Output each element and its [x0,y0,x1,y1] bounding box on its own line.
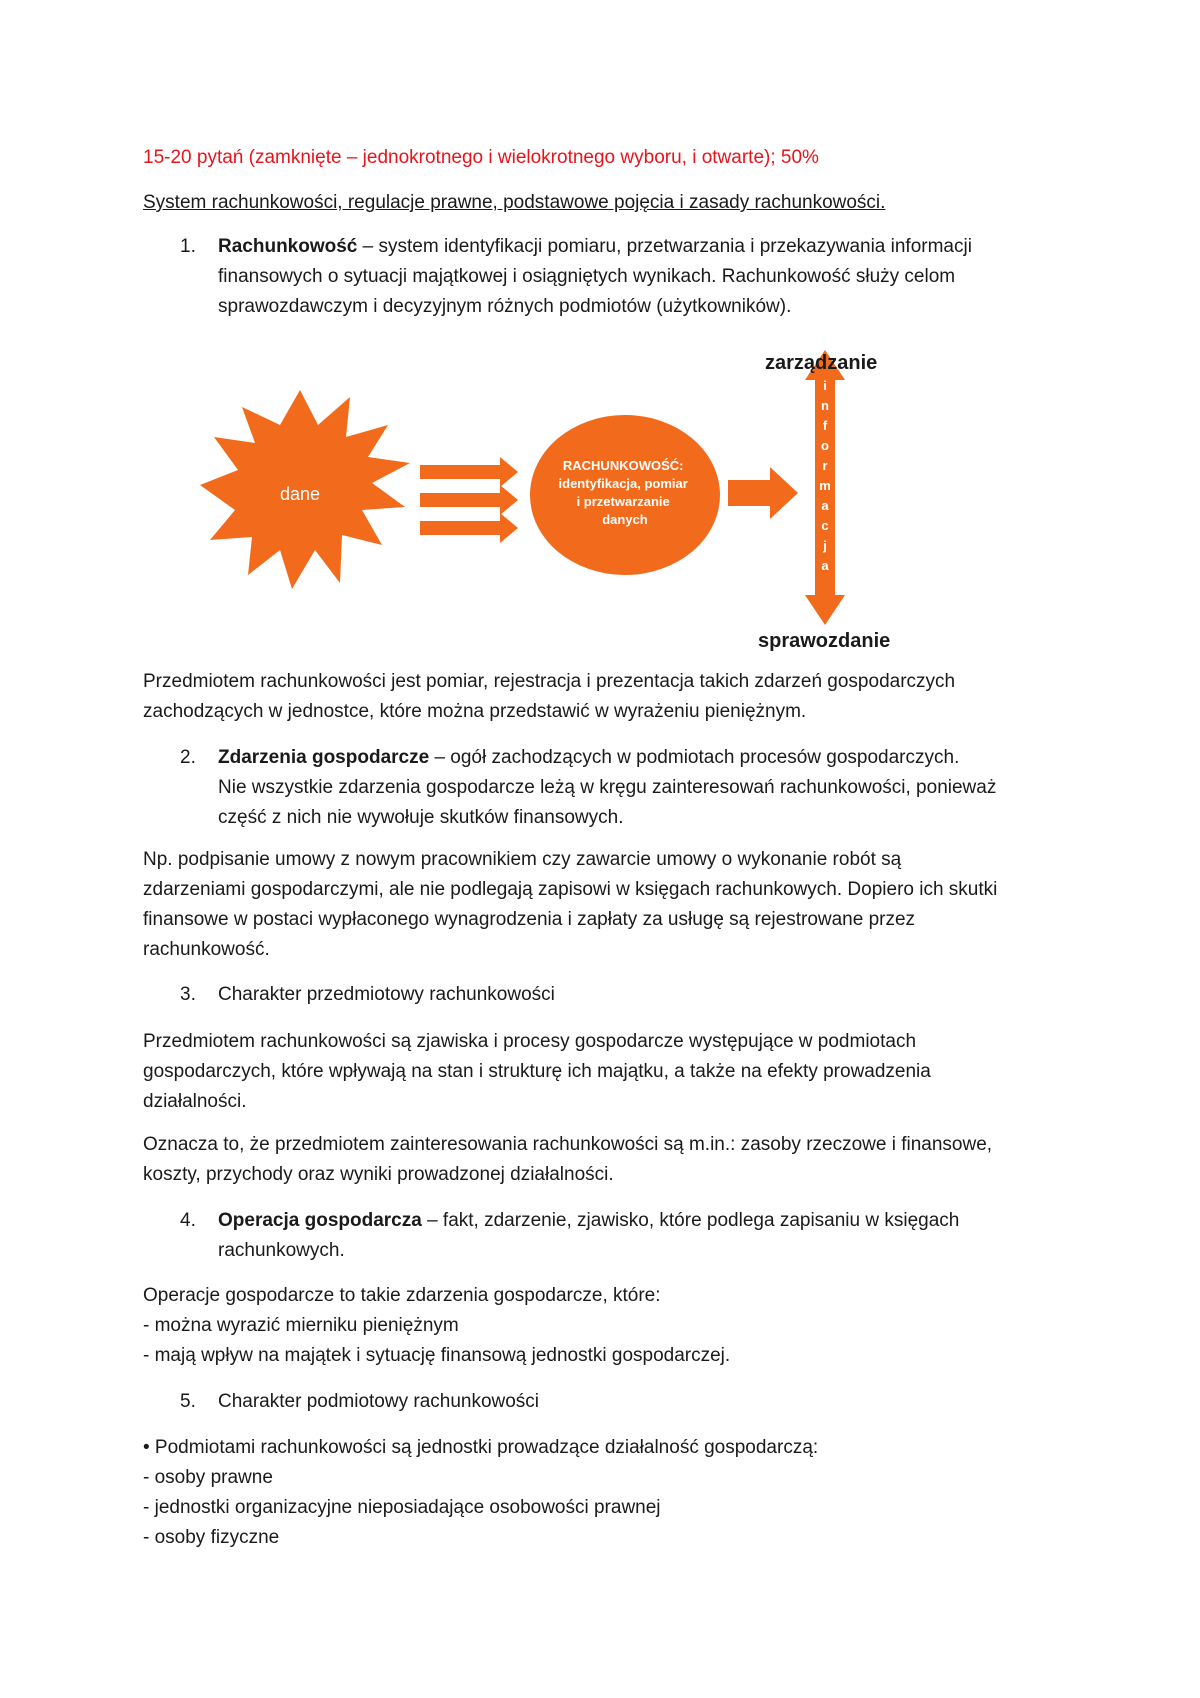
paragraph [143,845,1073,965]
letter: a [821,558,829,573]
para-line: - można wyrazić mierniku pieniężnym [143,1315,459,1336]
ellipse-text: i przetwarzanie [576,494,670,509]
item-title: Charakter podmiotowy rachunkowości [218,1391,540,1412]
letter: c [821,518,829,533]
paragraph [143,667,1073,727]
section-title: System rachunkowości, regulacje prawne, podstawowe pojęcia i zasady rachunkowości. [143,192,886,213]
letter: m [819,478,831,493]
para-line: zachodzących w jednostce, które można przedstawić w wyrażeniu pieniężnym. [143,701,807,722]
item-text: finansowych o sytuacji majątkowej i osiągniętych wynikach. Rachunkowość służy celom [218,266,956,287]
item-operacja [218,1206,1078,1266]
item-number: 1. [180,236,196,257]
item-number: 3. [180,984,196,1005]
item-rachunkowosc [218,232,1078,322]
para-line: działalności. [143,1091,247,1112]
letter: r [822,458,828,473]
paragraph [143,1027,1073,1117]
para-line: koszty, przychody oraz wyniki prowadzonej działalności. [143,1164,614,1185]
item-number: 2. [180,747,196,768]
para-line: Przedmiotem rachunkowości są zjawiska i procesy gospodarcze występujące w podmiotach [143,1031,917,1052]
para-line: - mają wpływ na majątek i sytuację finansową jednostki gospodarczej. [143,1345,731,1366]
para-line: rachunkowość. [143,939,270,960]
term-rachunkowosc: Rachunkowość [218,236,358,257]
ellipse-text: RACHUNKOWOŚĆ: [562,458,684,473]
para-line: Przedmiotem rachunkowości jest pomiar, rejestracja i prezentacja takich zdarzeń gospodarczych [143,671,956,692]
term-zdarzenia: Zdarzenia gospodarcze [218,747,430,768]
item-text: – system identyfikacji pomiaru, przetwarzania i przekazywania informacji [357,236,972,257]
item-zdarzenia [218,743,1078,833]
para-line: - osoby fizyczne [143,1527,280,1548]
para-line: Operacje gospodarcze to takie zdarzenia gospodarcze, które: [143,1285,661,1306]
para-line: finansowe w postaci wypłaconego wynagrodzenia i zapłaty za usługę są rejestrowane przez [143,909,916,930]
ellipse-text: danych [602,512,648,527]
item-text: Nie wszystkie zdarzenia gospodarcze leżą w kręgu zainteresowań rachunkowości, ponieważ [218,777,997,798]
letter: n [821,398,829,413]
letter: i [823,378,827,393]
letter: o [821,438,829,453]
item-number: 5. [180,1391,196,1412]
output-arrow [728,467,798,519]
paragraph [143,1130,1073,1190]
paragraph [143,1281,1073,1371]
paragraph [143,1433,1073,1553]
para-line: Np. podpisanie umowy z nowym pracownikiem czy zawarcie umowy o wykonanie robót są [143,849,902,870]
accounting-diagram [200,345,960,655]
letter: a [821,498,829,513]
letter: j [823,538,827,553]
input-arrows [420,457,518,543]
para-line: gospodarczych, które wpływają na stan i strukturę ich majątku, a także na efekty prowadzenia [143,1061,931,1082]
para-line: - osoby prawne [143,1467,273,1488]
item-text: – fakt, zdarzenie, zjawisko, które podlega zapisaniu w księgach [421,1210,960,1231]
para-line: Oznacza to, że przedmiotem zainteresowania rachunkowości są m.in.: zasoby rzeczowe i finansowe, [143,1134,993,1155]
para-line: • Podmiotami rachunkowości są jednostki prowadzące działalność gospodarczą: [143,1437,819,1458]
item-number: 4. [180,1210,196,1231]
star-label: dane [279,484,321,504]
item-text: sprawozdawczym i decyzyjnym różnych podmiotów (użytkowników). [218,296,792,317]
item-text: – ogół zachodzących w podmiotach procesów gospodarczych. [429,747,960,768]
letter: f [822,418,828,433]
top-label: zarządzanie [765,352,878,374]
para-line: - jednostki organizacyjne nieposiadające osobowości prawnej [143,1497,661,1518]
exam-info: 15-20 pytań (zamknięte – jednokrotnego i wielokrotnego wyboru, i otwarte); 50% [143,147,819,168]
item-text: część z nich nie wywołuje skutków finansowych. [218,807,624,828]
item-title: Charakter przedmiotowy rachunkowości [218,984,555,1005]
bottom-label: sprawozdanie [758,630,891,652]
term-operacja: Operacja gospodarcza [218,1210,422,1231]
ellipse-text: identyfikacja, pomiar [558,476,688,491]
para-line: zdarzeniami gospodarczymi, ale nie podlegają zapisowi w księgach rachunkowych. Dopiero ich skutki [143,879,998,900]
item-text: rachunkowych. [218,1240,345,1261]
